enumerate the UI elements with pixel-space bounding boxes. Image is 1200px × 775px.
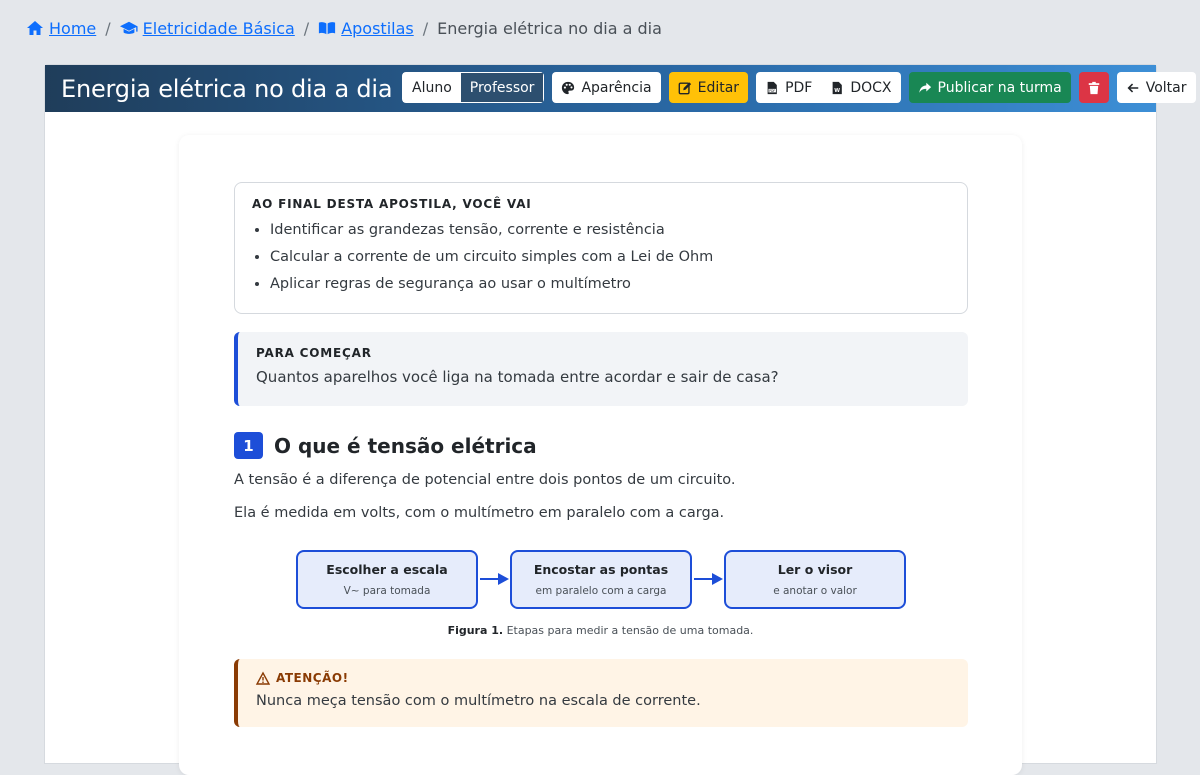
warning-kicker: [256, 671, 950, 685]
share-icon: [918, 81, 932, 95]
section-heading: [234, 432, 537, 459]
export-button-group: [756, 72, 900, 103]
home-icon: [26, 20, 44, 36]
card-header: [45, 65, 1187, 112]
breadcrumb-home-link[interactable]: [26, 19, 96, 38]
handout-document: [179, 135, 1022, 775]
flow-step-subtitle: V~ para tomada: [343, 585, 431, 597]
figure-caption: [179, 624, 1022, 637]
objective-item: • Aplicar regras de segurança ao usar o multímetro: [270, 271, 949, 298]
flow-step: [296, 550, 478, 609]
flow-step-title: Escolher a escala: [326, 562, 448, 577]
back-button-label: Voltar: [1145, 79, 1187, 96]
breadcrumb-course-link[interactable]: [120, 19, 295, 38]
warmup-question: Quantos aparelhos você liga na tomada entre acordar e sair de casa?: [256, 368, 779, 386]
trash-icon: [1087, 81, 1101, 95]
breadcrumb-home-label: Home: [49, 18, 97, 38]
export-pdf-label: PDF: [785, 79, 813, 96]
flow-arrow-icon: [478, 572, 511, 586]
flow-step-subtitle: e anotar o valor: [773, 585, 857, 597]
file-pdf-icon: [765, 81, 779, 95]
breadcrumb-separator: /: [422, 18, 429, 38]
warning-triangle-icon: [256, 672, 270, 685]
palette-icon: [561, 81, 575, 95]
breadcrumb-current: Energia elétrica no dia a dia: [437, 18, 662, 38]
breadcrumb-course-label: Eletricidade Básica: [142, 18, 295, 38]
page-title: Energia elétrica no dia a dia: [61, 74, 393, 103]
warmup-kicker: PARA COMEÇAR: [256, 346, 372, 360]
document-card: [44, 64, 1187, 764]
publish-button-label: Publicar na turma: [937, 79, 1062, 96]
objective-item: • Calcular a corrente de um circuito simples com a Lei de Ohm: [270, 244, 949, 271]
arrow-left-icon: [1126, 81, 1140, 95]
delete-button[interactable]: [1079, 72, 1109, 103]
section-number-badge: 1: [234, 432, 263, 459]
objectives-list: [252, 217, 949, 298]
file-word-icon: [830, 81, 844, 95]
warning-text: Nunca meça tensão com o multímetro na escala de corrente.: [256, 693, 701, 709]
measurement-flow-diagram: [296, 550, 908, 609]
export-docx-button[interactable]: [821, 72, 900, 103]
toolbar: [402, 72, 1196, 103]
appearance-button[interactable]: [552, 72, 660, 103]
edit-icon: [678, 81, 692, 95]
section-paragraph: A tensão é a diferença de potencial entre dois pontos de um circuito.: [234, 472, 736, 488]
view-toggle: [402, 72, 544, 103]
flow-step: [510, 550, 692, 609]
edit-button[interactable]: [669, 72, 748, 103]
edit-button-label: Editar: [697, 79, 740, 96]
objectives-kicker: AO FINAL DESTA APOSTILA, VOCÊ VAI: [252, 197, 532, 211]
view-toggle-aluno[interactable]: Aluno: [403, 73, 461, 102]
open-book-icon: [318, 20, 336, 36]
breadcrumb-section-label: Apostilas: [341, 18, 414, 38]
flow-step-subtitle: em paralelo com a carga: [535, 585, 667, 597]
warmup-box: [234, 332, 968, 406]
flow-step-title: Encostar as pontas: [533, 562, 669, 577]
graduation-cap-icon: [120, 20, 138, 36]
breadcrumb-separator: /: [105, 18, 111, 38]
breadcrumb-separator: /: [303, 18, 310, 38]
flow-step: [724, 550, 906, 609]
figure-caption-label: Figura 1.: [447, 624, 504, 637]
objective-item: • Identificar as grandezas tensão, corrente e resistência: [270, 217, 949, 244]
back-button[interactable]: [1117, 72, 1196, 103]
warning-box: [234, 659, 968, 727]
flow-step-title: Ler o visor: [777, 562, 853, 577]
flow-arrow-icon: [692, 572, 725, 586]
warning-kicker-label: ATENÇÃO!: [276, 671, 349, 685]
figure-caption-text: Etapas para medir a tensão de uma tomada.: [506, 624, 754, 637]
publish-button[interactable]: [909, 72, 1071, 103]
objectives-box: [234, 182, 968, 314]
export-docx-label: DOCX: [850, 79, 892, 96]
appearance-button-label: Aparência: [581, 79, 652, 96]
export-pdf-button[interactable]: [756, 72, 821, 103]
view-toggle-professor[interactable]: Professor: [461, 73, 544, 102]
breadcrumb-section-link[interactable]: [318, 19, 414, 38]
svg-text:W: W: [834, 87, 841, 94]
section-title: O que é tensão elétrica: [274, 433, 537, 458]
svg-text:PDF: PDF: [769, 88, 776, 93]
breadcrumb: [26, 17, 662, 39]
section-paragraph: Ela é medida em volts, com o multímetro em paralelo com a carga.: [234, 505, 725, 521]
